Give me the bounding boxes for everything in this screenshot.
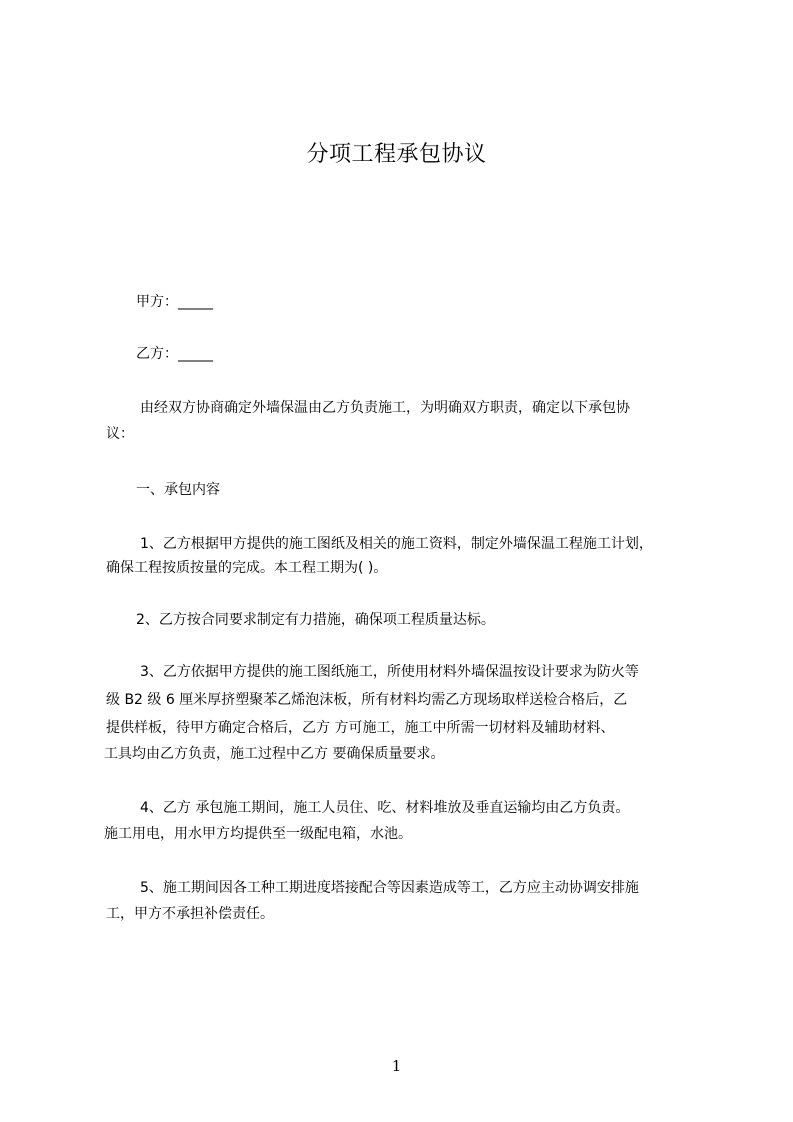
- intro-line-1: 由经双方协商确定外墙保温由乙方负责施工，为明确双方职责，确定以下承包协: [140, 400, 630, 416]
- clause-5-line-2: 工，甲方不承担补偿责任。: [106, 906, 274, 922]
- clause-2-line-1: 2、乙方按合同要求制定有力措施，确保项工程质量达标。: [136, 612, 495, 628]
- section-heading-contract-content: 一、承包内容: [136, 482, 220, 498]
- clause-4-line-2: 施工用电，用水甲方均提供至一级配电箱，水池。: [104, 826, 412, 842]
- clause-3-line-4: 工具均由乙方负责，施工过程中乙方 要确保质量要求。: [104, 746, 445, 762]
- page-number: 1: [391, 1057, 402, 1075]
- clause-5-line-1: 5、施工期间因各工种工期进度塔接配合等因素造成等工，乙方应主动协调安排施: [140, 880, 639, 896]
- clause-1-line-1: 1、乙方根据甲方提供的施工图纸及相关的施工资料，制定外墙保温工程施工计划，: [140, 536, 653, 552]
- clause-4-line-1: 4、乙方 承包施工期间，施工人员住、吃、材料堆放及垂直运输均由乙方负责。: [140, 800, 630, 816]
- clause-3-line-1: 3、乙方依据甲方提供的施工图纸施工，所使用材料外墙保温按设计要求为防火等: [140, 664, 639, 680]
- intro-line-2: 议：: [106, 426, 134, 442]
- party-a-line: 甲方：_____: [136, 294, 213, 310]
- document-title: 分项工程承包协议: [306, 142, 487, 167]
- party-b-line: 乙方：_____: [136, 346, 213, 362]
- clause-1-line-2: 确保工程按质按量的完成。本工程工期为( )。: [106, 560, 388, 576]
- clause-3-line-2: 级 B2 级 6 厘米厚挤塑聚苯乙烯泡沫板，所有材料均需乙方现场取样送检合格后，乙: [106, 692, 628, 708]
- clause-3-line-3: 提供样板，待甲方确定合格后，乙方 方可施工，施工中所需一切材料及辅助材料、: [106, 720, 615, 736]
